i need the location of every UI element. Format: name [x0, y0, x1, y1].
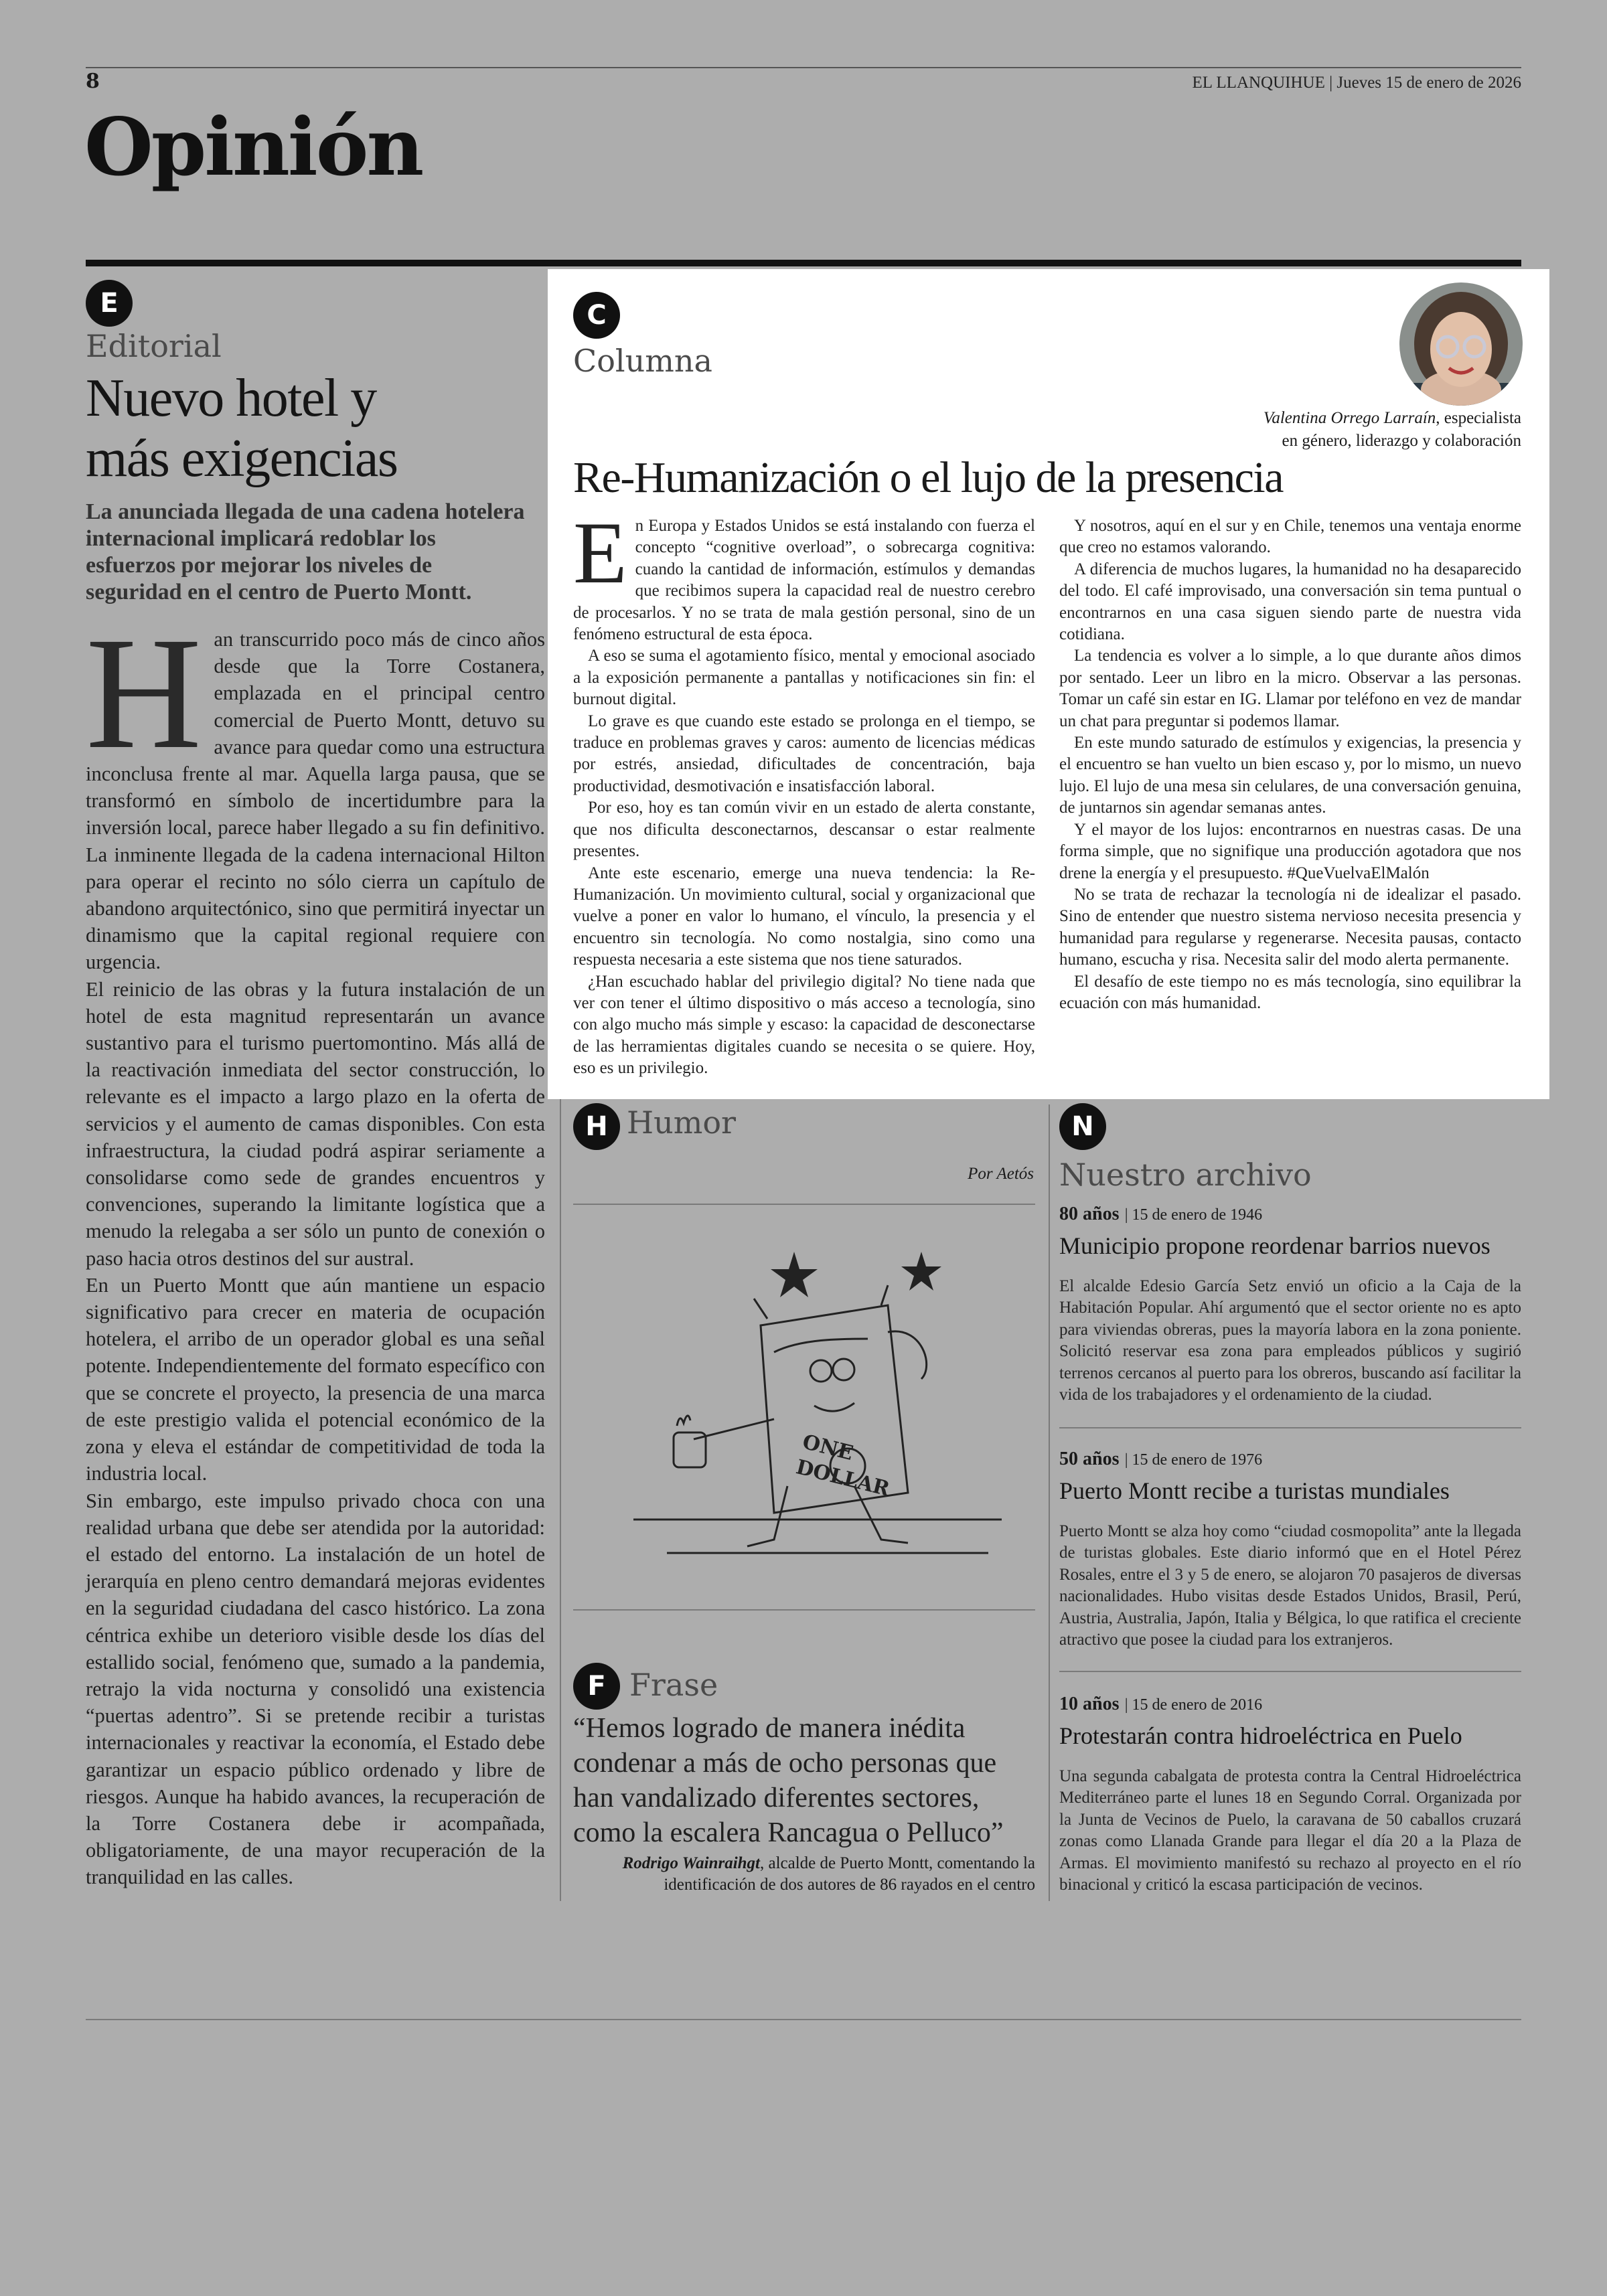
- column-paragraph: La tendencia es volver a lo simple, a lo que durante años dimos por sentado. Leer un libro en la micro. Observar a las personas. Tomar un café sin estar en IG. Llamar por teléfono en vez de mandar un chat para preguntar si podemos llamar.: [1059, 647, 1521, 730]
- humor-badge: H: [573, 1103, 620, 1150]
- archive-label: Nuestro archivo: [1059, 1157, 1312, 1193]
- archive-body: [1059, 1521, 1521, 1651]
- archive-years: 10 años: [1059, 1694, 1120, 1714]
- column-byline: [1264, 407, 1521, 453]
- author-name: Valentina Orrego Larraín: [1263, 409, 1436, 427]
- frase-author: Rodrigo Wainraihgt: [622, 1854, 760, 1872]
- author-photo: [1399, 282, 1523, 406]
- section-title: Opinión: [84, 100, 423, 193]
- frase-quote: “Hemos logrado de manera inédita condenar a más de ocho personas que han vandalizado diferentes sectores, como la escalera Rancagua o Pelluco”: [573, 1713, 1004, 1848]
- cartoon-rule-bottom: [573, 1609, 1035, 1611]
- masthead: EL LLANQUIHUE | Jueves 15 de enero de 2026: [1192, 74, 1521, 92]
- author-role-2: en género, liderazgo y colaboración: [1282, 432, 1521, 450]
- archive-title: Municipio propone reordenar barrios nuevos: [1059, 1232, 1490, 1259]
- editorial-dropcap: H: [86, 604, 202, 782]
- editorial-label: Editorial: [86, 328, 222, 364]
- editorial-paragraph: En un Puerto Montt que aún mantiene un espacio significativo para crecer en materia de ocupación hotelera, el arribo de un operador global es una señal potente. Independientemente del formato específico con que se concrete el proyecto, la presencia de una marca de este prestigio valida el potencial económico de la zona y eleva el estándar de competitividad de toda la industria local.: [86, 1273, 545, 1485]
- author-role-1: , especialista: [1436, 409, 1521, 427]
- column-badge: C: [573, 292, 620, 339]
- column-paragraph: A eso se suma el agotamiento físico, mental y emocional asociado a la exposición permanente a pantallas y notificaciones sin fin: el burnout digital.: [573, 647, 1035, 709]
- archive-date: | 15 de enero de 1976: [1124, 1451, 1263, 1469]
- top-rule: [86, 67, 1521, 68]
- column-paragraph: n Europa y Estados Unidos se está instalando con fuerza el concepto “cognitive overload”, o sobrecarga cognitiva: cuando la cantidad de información, estímulos y demandas que recibimos supera la capacidad real de nuestro cerebro de procesarlos. Y no se trata de mala gestión personal, sino de un fenómeno estructural de esta época.: [573, 517, 1035, 644]
- frase-context: , alcalde de Puerto Montt, comentando la identificación de dos autores de 86 rayados en el centro: [664, 1854, 1035, 1894]
- frase-label: Frase: [629, 1667, 718, 1703]
- column-paragraph: A diferencia de muchos lugares, la humanidad no ha desaparecido del todo. El café improvisado, una conversación sin tema puntual o encontrarnos en una casa siguen siendo parte de nuestra vida cotidiana.: [1059, 560, 1521, 644]
- archive-body-text: El alcalde Edesio García Setz envió un oficio a la Caja de la Habitación Popular. Ahí argumentó que el sector oriente no es apto para viviendas obreras, pues la mayoría labora en la zona poniente. Solicitó reservar esa zona para empleados públicos y sugirió terrenos cercanos al puerto para los obreros, buscando así facilitar la vida de los trabajadores y el ordenamiento de la ciudad.: [1059, 1277, 1521, 1404]
- editorial-paragraph: an transcurrido poco más de cinco años desde que la Torre Costanera, emplazada en el principal centro comercial de Puerto Montt, detuvo su avance para quedar como una estructura inconclusa frente al mar. Aquella larga pausa, que se transformó en símbolo de incertidumbre para la inversión local, parece haber llegado a su fin definitivo. La inminente llegada de la cadena internacional Hilton para operar el recinto no sólo cierra un capítulo de abandono arquitectónico, sino que permitirá inyectar un dinamismo que la capital regional requiere con urgencia.: [86, 628, 545, 974]
- archive-body: [1059, 1766, 1521, 1896]
- frase-attribution: [573, 1853, 1035, 1896]
- column-label: Columna: [573, 343, 712, 379]
- archive-item-head: [1059, 1691, 1262, 1716]
- cartoon-drawing: [573, 1205, 1035, 1607]
- editorial-title: [86, 368, 554, 489]
- archive-title: Protestarán contra hidroeléctrica en Puelo: [1059, 1722, 1462, 1749]
- frase-badge: F: [573, 1663, 620, 1710]
- column-body-left: [573, 503, 1035, 1080]
- archive-body-text: Una segunda cabalgata de protesta contra la Central Hidroeléctrica Mediterráneo parte el lunes 18 en Segundo Corral. Organizada por la Junta de Vecinos de Puelo, la caravana de 50 caballos cruzará zonas como Llanada Grande para llegar el día 20 a la Plaza de Armas. El movimiento manifestó su rechazo al proyecto en el río binacional y criticó la escasa participación de vecinos.: [1059, 1767, 1521, 1894]
- archive-item-head: [1059, 1201, 1262, 1226]
- archive-rule: [1059, 1671, 1521, 1672]
- newspaper-name: EL LLANQUIHUE: [1192, 74, 1325, 92]
- issue-date: Jueves 15 de enero de 2026: [1336, 74, 1521, 92]
- archive-date: | 15 de enero de 1946: [1124, 1206, 1263, 1224]
- section-rule: [86, 260, 1521, 266]
- column-title: Re-Humanización o el lujo de la presencia: [573, 453, 1284, 502]
- archive-item-head: [1059, 1446, 1262, 1471]
- humor-label: Humor: [627, 1104, 737, 1141]
- archive-body-text: Puerto Montt se alza hoy como “ciudad cosmopolita” ante la llegada de turistas globales. Este diario informó que en el Hotel Pérez Rosales, entre el 3 y 5 de enero, se alojaron 70 pasajeros de diversas nacionalidades. Hubo visitas desde Estados Unidos, Brasil, Perú, Austria, Australia, Japón, Italia y Bélgica, lo que ratifica el creciente atractivo que posee la ciudad para los extranjeros.: [1059, 1522, 1521, 1649]
- column-paragraph: Y nosotros, aquí en el sur y en Chile, tenemos una ventaja enorme que creo no estamos valorando.: [1059, 517, 1521, 557]
- editorial-lead: La anunciada llegada de una cadena hotelera internacional implicará redoblar los esfuerzos por mejorar los niveles de seguridad en el centro de Puerto Montt.: [86, 499, 525, 604]
- editorial-body: [86, 604, 545, 1891]
- humor-credit: Por Aetós: [968, 1165, 1034, 1183]
- archive-body: [1059, 1276, 1521, 1406]
- column-body-right: [1059, 515, 1521, 1014]
- column-divider-2: [1049, 1104, 1050, 1901]
- column-paragraph: Por eso, hoy es tan común vivir en un estado de alerta constante, que nos dificulta desconectarnos, descansar o estar realmente presentes.: [573, 799, 1035, 861]
- column-paragraph: ¿Han escuchado hablar del privilegio digital? No tiene nada que ver con tener el último dispositivo o más acceso a tecnología, sino con algo mucho más simple y escaso: la capacidad de desconectarse de las herramientas digitales cuando se necesita o se quiere. Hoy, eso es un privilegio.: [573, 972, 1035, 1078]
- page-number: 8: [86, 70, 100, 93]
- author-portrait-image: [1399, 282, 1523, 406]
- archive-date: | 15 de enero de 2016: [1124, 1696, 1263, 1714]
- bill-text-one: ONE: [799, 1430, 856, 1465]
- archive-badge: N: [1059, 1103, 1106, 1150]
- archive-years: 50 años: [1059, 1449, 1120, 1469]
- editorial-paragraph: Sin embargo, este impulso privado choca con una realidad urbana que debe ser atendida por la autoridad: el estado del entorno. La instalación de un hotel de jerarquía en pleno centro demandará mejoras evidentes en la seguridad ciudadana del casco histórico. La zona céntrica exhibe un deterioro visible desde los días del estallido social, fenómeno que, sumado a la pandemia, retrajo la vida nocturna y consolidó una existencia “puertas adentro”. Si se pretende recibir a turistas internacionales y reactivar la economía, el Estado debe garantizar un espacio público ordenado y libre de riesgos. Aunque ha habido avances, la recuperación de la Torre Costanera debe ir acompañada, obligatoriamente, de una mayor recuperación de la tranquilidad en las calles.: [86, 1489, 545, 1889]
- column-paragraph: Ante este escenario, emerge una nueva tendencia: la Re-Humanización. Un movimiento cultural, social y organizacional que vuelve a poner en valor lo humano, el vínculo, la presencia y el encuentro sin tecnología. No como nostalgia, sino como una respuesta necesaria a este sistema que nos tiene saturados.: [573, 864, 1035, 969]
- archive-rule: [1059, 1427, 1521, 1428]
- editorial-badge: E: [86, 280, 133, 327]
- column-paragraph: En este mundo saturado de estímulos y exigencias, la presencia y el encuentro se han vuelto un bien escaso y, por lo mismo, un nuevo lujo. El lujo de una mesa sin celulares, de una conversación genuina, de juntarnos sin agendar semanas antes.: [1059, 734, 1521, 817]
- editorial-title-line1: Nuevo hotel y: [86, 369, 376, 428]
- archive-title: Puerto Montt recibe a turistas mundiales: [1059, 1477, 1450, 1504]
- column-paragraph: Lo grave es que cuando este estado se prolonga en el tiempo, se traduce en problemas graves y caros: aumento de licencias médicas por estrés, ansiedad, dificultades de concentración, baja productividad, desmotivación e insatisfacción laboral.: [573, 712, 1035, 795]
- column-paragraph: Y el mayor de los lujos: encontrarnos en nuestras casas. De una forma simple, que no signifique una producción agotadora que nos drene la energía y el presupuesto. #QueVuelvaElMalón: [1059, 820, 1521, 882]
- editorial-title-line2: más exigencias: [86, 429, 398, 488]
- archive-years: 80 años: [1059, 1204, 1120, 1224]
- editorial-paragraph: El reinicio de las obras y la futura instalación de un hotel de esta magnitud representarán un avance sustantivo para el turismo puertomontino. Más allá de la reactivación inmediata del sector construcción, lo relevante es el impacto a largo plazo en la oferta de servicios y el aumento de camas disponibles. Con esta infraestructura, la ciudad podrá aspirar seriamente a consolidarse como sede de grandes encuentros y convenciones, superando la limitante logística que a menudo la relegaba a ser sólo un punto de conexión o paso hacia otros destinos del sur austral.: [86, 977, 545, 1270]
- column-dropcap: E: [573, 503, 627, 602]
- column-paragraph: El desafío de este tiempo no es más tecnología, sino equilibrar la ecuación con más humanidad.: [1059, 972, 1521, 1012]
- bottom-rule: [86, 2019, 1521, 2020]
- bill-text-dollar: DOLLAR: [793, 1455, 893, 1501]
- column-paragraph: No se trata de rechazar la tecnología ni de idealizar el pasado. Sino de entender que nuestro sistema nervioso necesita presencia y humanidad para regularse y regenerarse. Necesita pausas, contacto humano, escucha y risa. Necesita salir del modo alerta permanente.: [1059, 885, 1521, 969]
- cartoon: [573, 1205, 1035, 1613]
